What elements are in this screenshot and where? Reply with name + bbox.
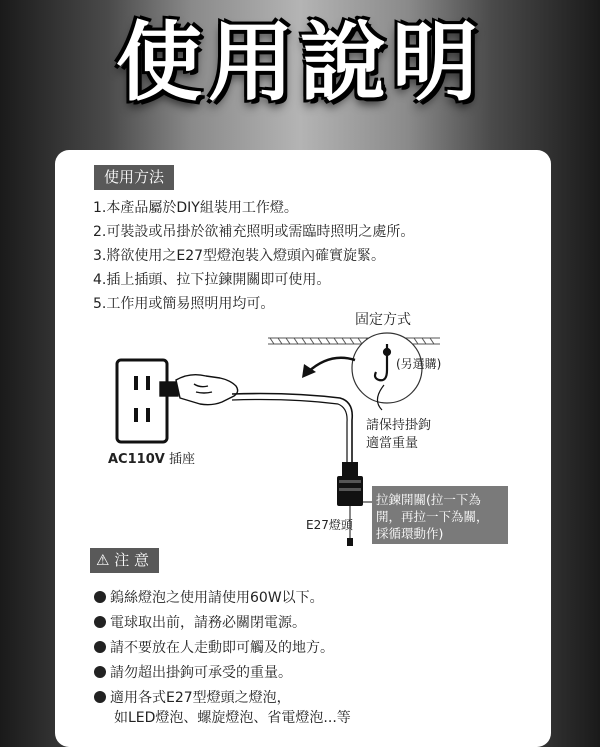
usage-step-4: 4.插上插頭、拉下拉鍊開關即可使用。 <box>93 272 331 288</box>
bullet-icon <box>94 616 106 628</box>
caution-header: ⚠ 注 意 <box>90 548 159 573</box>
hook-note-line1: 請保持掛鉤 <box>366 418 432 433</box>
socket-voltage: AC110V <box>108 452 165 467</box>
bullet-icon <box>94 591 106 603</box>
curved-arrow-icon <box>308 358 355 372</box>
optional-label: (另選購) <box>396 357 442 371</box>
switch-note-line1: 拉鍊開關(拉一下為 <box>376 492 481 507</box>
wall-socket-icon <box>117 360 167 442</box>
caution-item-4: 請勿超出掛鉤可承受的重量。 <box>94 662 292 682</box>
socket-label <box>108 448 195 467</box>
bullet-icon <box>94 691 106 703</box>
ceiling <box>268 338 440 344</box>
caution-item-5-cont: 如LED燈泡、螺旋燈泡、省電燈泡...等 <box>114 710 351 726</box>
socket-suffix: 插座 <box>168 452 195 467</box>
usage-header: 使用方法 <box>94 165 174 190</box>
warning-triangle-icon: ⚠ <box>96 551 110 569</box>
usage-step-5: 5.工作用或簡易照明用均可。 <box>93 296 275 312</box>
bullet-icon <box>94 666 106 678</box>
page-title: 使用說明 <box>116 13 484 113</box>
caution-item-5: 適用各式E27型燈頭之燈泡， <box>94 687 291 707</box>
usage-step-1: 1.本產品屬於DIY組裝用工作燈。 <box>93 200 298 216</box>
switch-note-line3: 採循環動作) <box>376 526 444 541</box>
lamp-holder-label: E27燈頭 <box>306 518 353 532</box>
caution-item-3: 請不要放在人走動即可觸及的地方。 <box>94 637 334 657</box>
fix-method-label: 固定方式 <box>355 312 411 328</box>
caution-item-2: 電球取出前，請務必關閉電源。 <box>94 612 306 632</box>
plug-hand-icon <box>160 375 238 405</box>
caution-item-1: 鎢絲燈泡之使用請使用60W以下。 <box>94 587 324 607</box>
hook-note-line2: 適當重量 <box>366 436 419 451</box>
bullet-icon <box>94 641 106 653</box>
usage-step-2: 2.可裝設或吊掛於欲補充照明或需臨時照明之處所。 <box>93 224 415 240</box>
switch-note-line2: 開，再拉一下為關， <box>376 509 489 524</box>
usage-step-3: 3.將欲使用之E27型燈泡裝入燈頭內確實旋緊。 <box>93 248 386 264</box>
e27-lamp-holder-icon <box>337 462 363 546</box>
